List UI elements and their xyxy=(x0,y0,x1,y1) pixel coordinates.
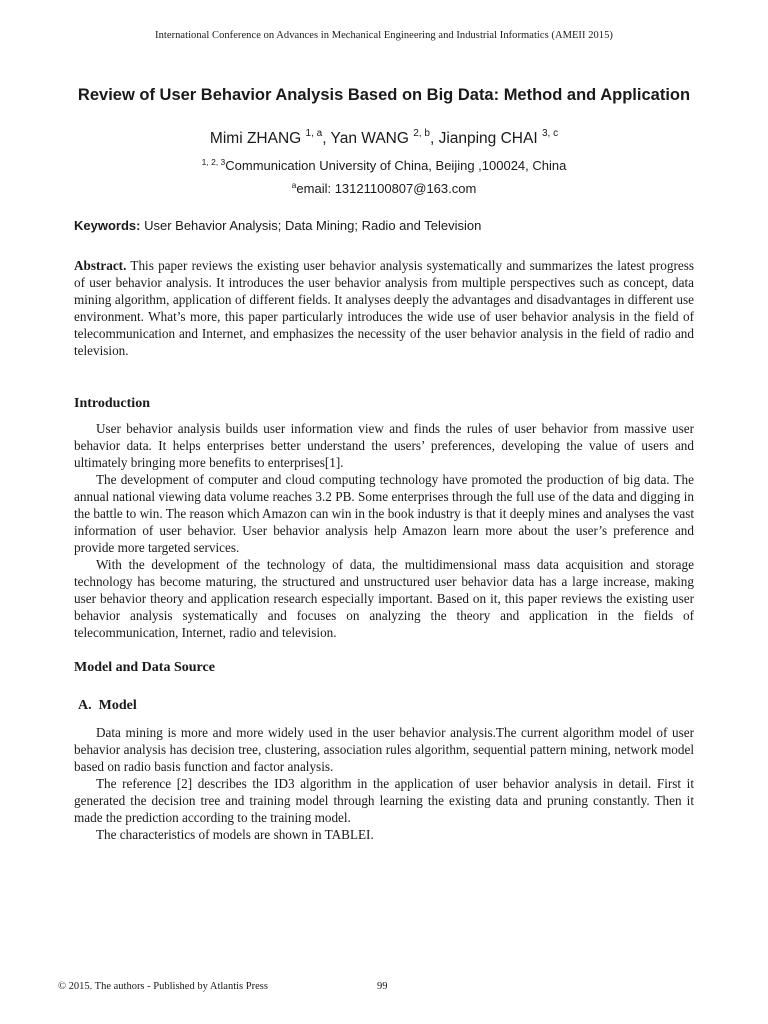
affiliation-text: Communication University of China, Beijing ,100024, China xyxy=(225,158,567,173)
author-name: Yan WANG xyxy=(330,130,409,147)
introduction-body xyxy=(74,420,694,641)
page-number: 99 xyxy=(377,981,388,992)
subsection-heading-model: A. Model xyxy=(78,698,137,713)
abstract-text: This paper reviews the existing user behavior analysis systematically and summarizes the latest progress of user behavior analysis. It introduces the user behavior analysis from multiple perspectives such as concept, data mining algorithm, application of different fields. It analyses deeply the advantages and disadvantages in different use environment. What’s more, this paper particularly introduces the wide use of user behavior analysis in the field of telecommunication and Internet, and emphasizes the necessity of the user behavior analysis in the field of radio and television. xyxy=(74,258,694,358)
section-heading-introduction: Introduction xyxy=(74,396,150,411)
author-list: Mimi ZHANG $^{1, a}$, Yan WANG $^{2, b}$, Jianping CHAI $^{3, c}$ xyxy=(209,128,559,147)
contact-email xyxy=(0,181,768,196)
author-name: Jianping CHAI xyxy=(438,130,538,147)
section-heading-model-data-source: Model and Data Source xyxy=(74,660,215,675)
keywords-label: Keywords: xyxy=(74,218,141,233)
author-affiliation-mark: 1, a xyxy=(305,128,323,139)
keywords xyxy=(74,218,694,233)
abstract-label: Abstract. xyxy=(74,258,127,273)
paragraph: Data mining is more and more widely used in the user behavior analysis.The current algorithm model of user behavior analysis has decision tree, clustering, association rules algorithm, sequential pattern mining, network model based on radio basis function and factor analysis. xyxy=(74,725,694,774)
footer-copyright: © 2015. The authors - Published by Atlantis Press xyxy=(58,981,268,992)
paragraph: The characteristics of models are shown in TABLEI. xyxy=(96,827,374,842)
paragraph: The reference [2] describes the ID3 algorithm in the application of user behavior analysis in detail. First it generated the decision tree and training model through learning the existing data and pruning constantly. Then it made the prediction according to the training model. xyxy=(74,776,694,825)
paper-title: Review of User Behavior Analysis Based on Big Data: Method and Application xyxy=(77,86,691,104)
author-name: Mimi ZHANG xyxy=(209,130,302,147)
paragraph: The development of computer and cloud computing technology have promoted the production of big data. The annual national viewing data volume reaches 3.2 PB. Some enterprises through the full use of the data and digging in the battle to win. The reason which Amazon can win in the book industry is that it deeply mines and analyses the vast information of user behavior. User behavior analysis help Amazon learn more about the user’s preference and provide more targeted services. xyxy=(74,472,694,555)
abstract xyxy=(74,257,694,359)
paragraph: With the development of the technology of data, the multidimensional mass data acquisition and storage technology has become maturing, the structured and unstructured user behavior data has a large increase, making user behavior theory and application research especially important. Based on it, this paper reviews the existing user behavior analysis systematically and focuses on analyzing the theory and application in the fields of telecommunication, Internet, radio and television. xyxy=(74,557,694,640)
conference-header: International Conference on Advances in Mechanical Engineering and Industrial Informatics (AMEII 2015) xyxy=(155,30,613,41)
keywords-text: User Behavior Analysis; Data Mining; Radio and Television xyxy=(144,218,482,233)
email-text: email: 13121100807@163.com xyxy=(296,181,477,196)
author-affiliation-mark: 2, b xyxy=(413,128,430,139)
email-mark: a xyxy=(291,180,297,190)
affiliation xyxy=(0,158,768,173)
affiliation-mark: 1, 2, 3 xyxy=(201,157,226,167)
model-body xyxy=(74,724,694,843)
author-affiliation-mark: 3, c xyxy=(541,128,559,139)
paragraph: User behavior analysis builds user information view and finds the rules of user behavior from massive user behavior data. It helps enterprises better understand the users’ preferences, developing the value of users and ultimately bringing more benefits to enterprises[1]. xyxy=(74,421,694,470)
